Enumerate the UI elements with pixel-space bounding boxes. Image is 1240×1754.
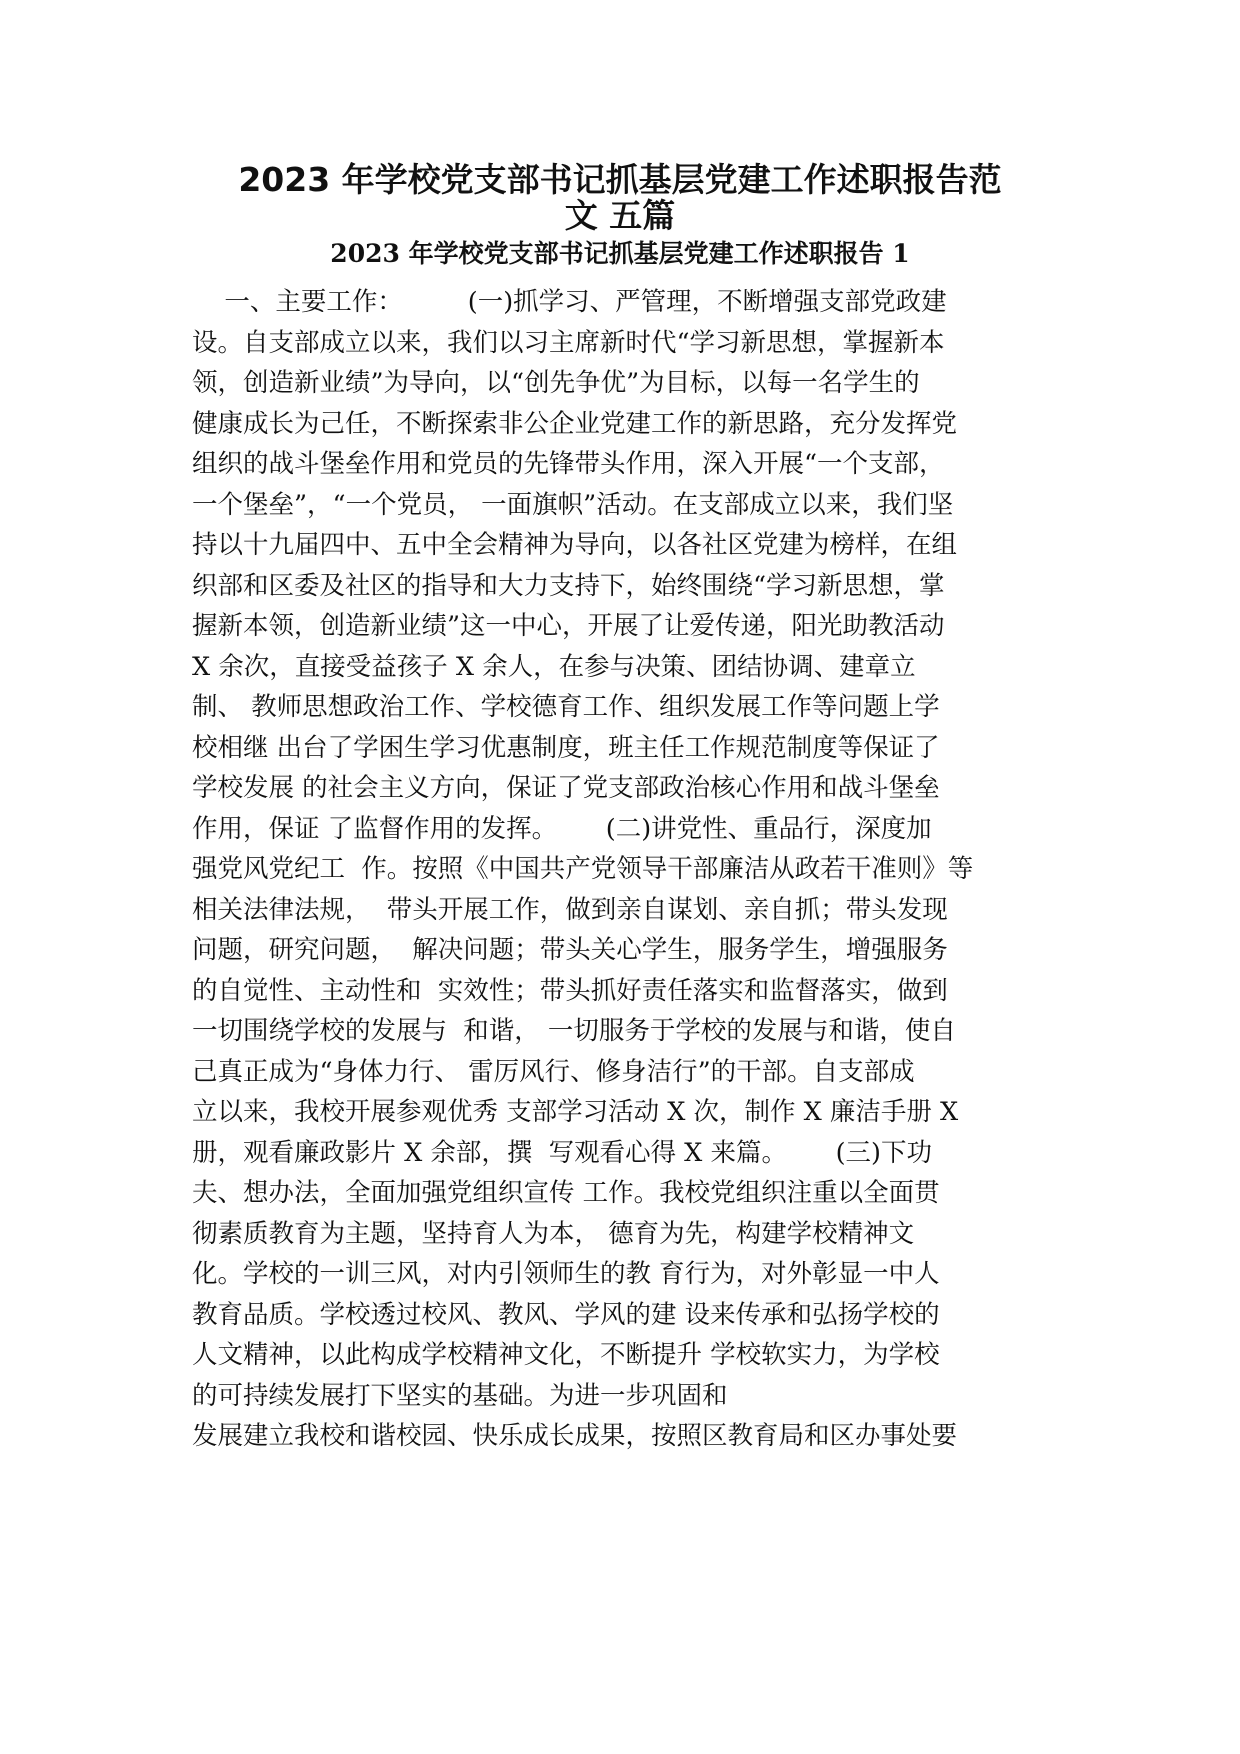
body-line: 校相继 出台了学困生学习优惠制度，班主任工作规范制度等保证了 (192, 732, 940, 763)
body-line: 学校发展 的社会主义方向，保证了党支部政治核心作用和战斗堡垒 (192, 773, 940, 803)
body-line: 一切围绕学校的发展与 和谐， 一切服务于学校的发展与和谐，使自 (192, 1016, 956, 1046)
body-line: 一、主要工作： (一)抓学习、严管理，不断增强支部党政建 (192, 287, 947, 317)
body-line: 制、 教师思想政治工作、学校德育工作、组织发展工作等问题上学 (192, 692, 940, 722)
body-line: X 余次，直接受益孩子 X 余人，在参与决策、团结协调、建章立 (192, 651, 916, 682)
body-line: 相关法律法规， 带头开展工作，做到亲自谋划、亲自抓；带头发现 (192, 894, 948, 925)
body-line: 夫、想办法，全面加强党组织宣传 工作。我校党组织注重以全面贯 (192, 1178, 940, 1208)
body-line: 问题，研究问题， 解决问题；带头关心学生，服务学生，增强服务 (192, 935, 948, 965)
body-line: 持以十九届四中、五中全会精神为导向，以各社区党建为榜样，在组 (192, 530, 958, 560)
body-line: 的自觉性、主动性和 实效性；带头抓好责任落实和监督落实，做到 (192, 975, 948, 1006)
body-line: 织部和区委及社区的指导和大力支持下，始终围绕“学习新思想，掌 (192, 570, 945, 601)
body-line: 发展建立我校和谐校园、快乐成长成果，按照区教育局和区办事处要 (192, 1421, 958, 1451)
body-line: 人文精神，以此构成学校精神文化，不断提升 学校软实力，为学校 (192, 1340, 940, 1370)
body-line: 组织的战斗堡垒作用和党员的先锋带头作用，深入开展“一个支部， (192, 449, 945, 479)
body-line: 作用，保证 了监督作用的发挥。 (二)讲党性、重品行，深度加 (192, 813, 932, 844)
body-line: 设。自支部成立以来，我们以习主席新时代“学习新思想，掌握新本 (192, 327, 945, 358)
body-line: 己真正成为“身体力行、 雷厉风行、修身洁行”的干部。自支部成 (192, 1056, 915, 1087)
document-title-line-2: 文 五篇 (564, 196, 676, 235)
body-line: 领，创造新业绩”为导向，以“创先争优”为目标，以每一名学生的 (192, 368, 920, 398)
body-line: 立以来，我校开展参观优秀 支部学习活动 X 次，制作 X 廉洁手册 X (192, 1097, 959, 1127)
body-line: 教育品质。学校透过校风、教风、学风的建 设来传承和弘扬学校的 (192, 1299, 940, 1330)
body-line: 健康成长为己任，不断探索非公企业党建工作的新思路，充分发挥党 (192, 408, 958, 439)
body-line: 强党风党纪工 作。按照《中国共产党领导干部廉洁从政若干准则》等 (192, 854, 974, 884)
report-subtitle: 2023 年学校党支部书记抓基层党建工作述职报告 1 (330, 239, 910, 268)
body-line: 握新本领，创造新业绩”这一中心，开展了让爱传递，阳光助教活动 (192, 611, 945, 641)
body-line: 一个堡垒”，“一个党员， 一面旗帜”活动。在支部成立以来，我们坚 (192, 489, 954, 520)
document-title-line-1: 2023 年学校党支部书记抓基层党建工作述职报告范 (238, 160, 1002, 199)
document-body (192, 282, 1062, 1457)
body-line: 册，观看廉政影片 X 余部，撰 写观看心得 X 来篇。 (三)下功 (192, 1137, 932, 1168)
body-line: 化。学校的一训三风，对内引领师生的教 育行为，对外彰显一中人 (192, 1259, 940, 1289)
body-line: 彻素质教育为主题，坚持育人为本， 德育为先，构建学校精神文 (192, 1218, 915, 1249)
body-line: 的可持续发展打下坚实的基础。为进一步巩固和 (192, 1380, 728, 1411)
